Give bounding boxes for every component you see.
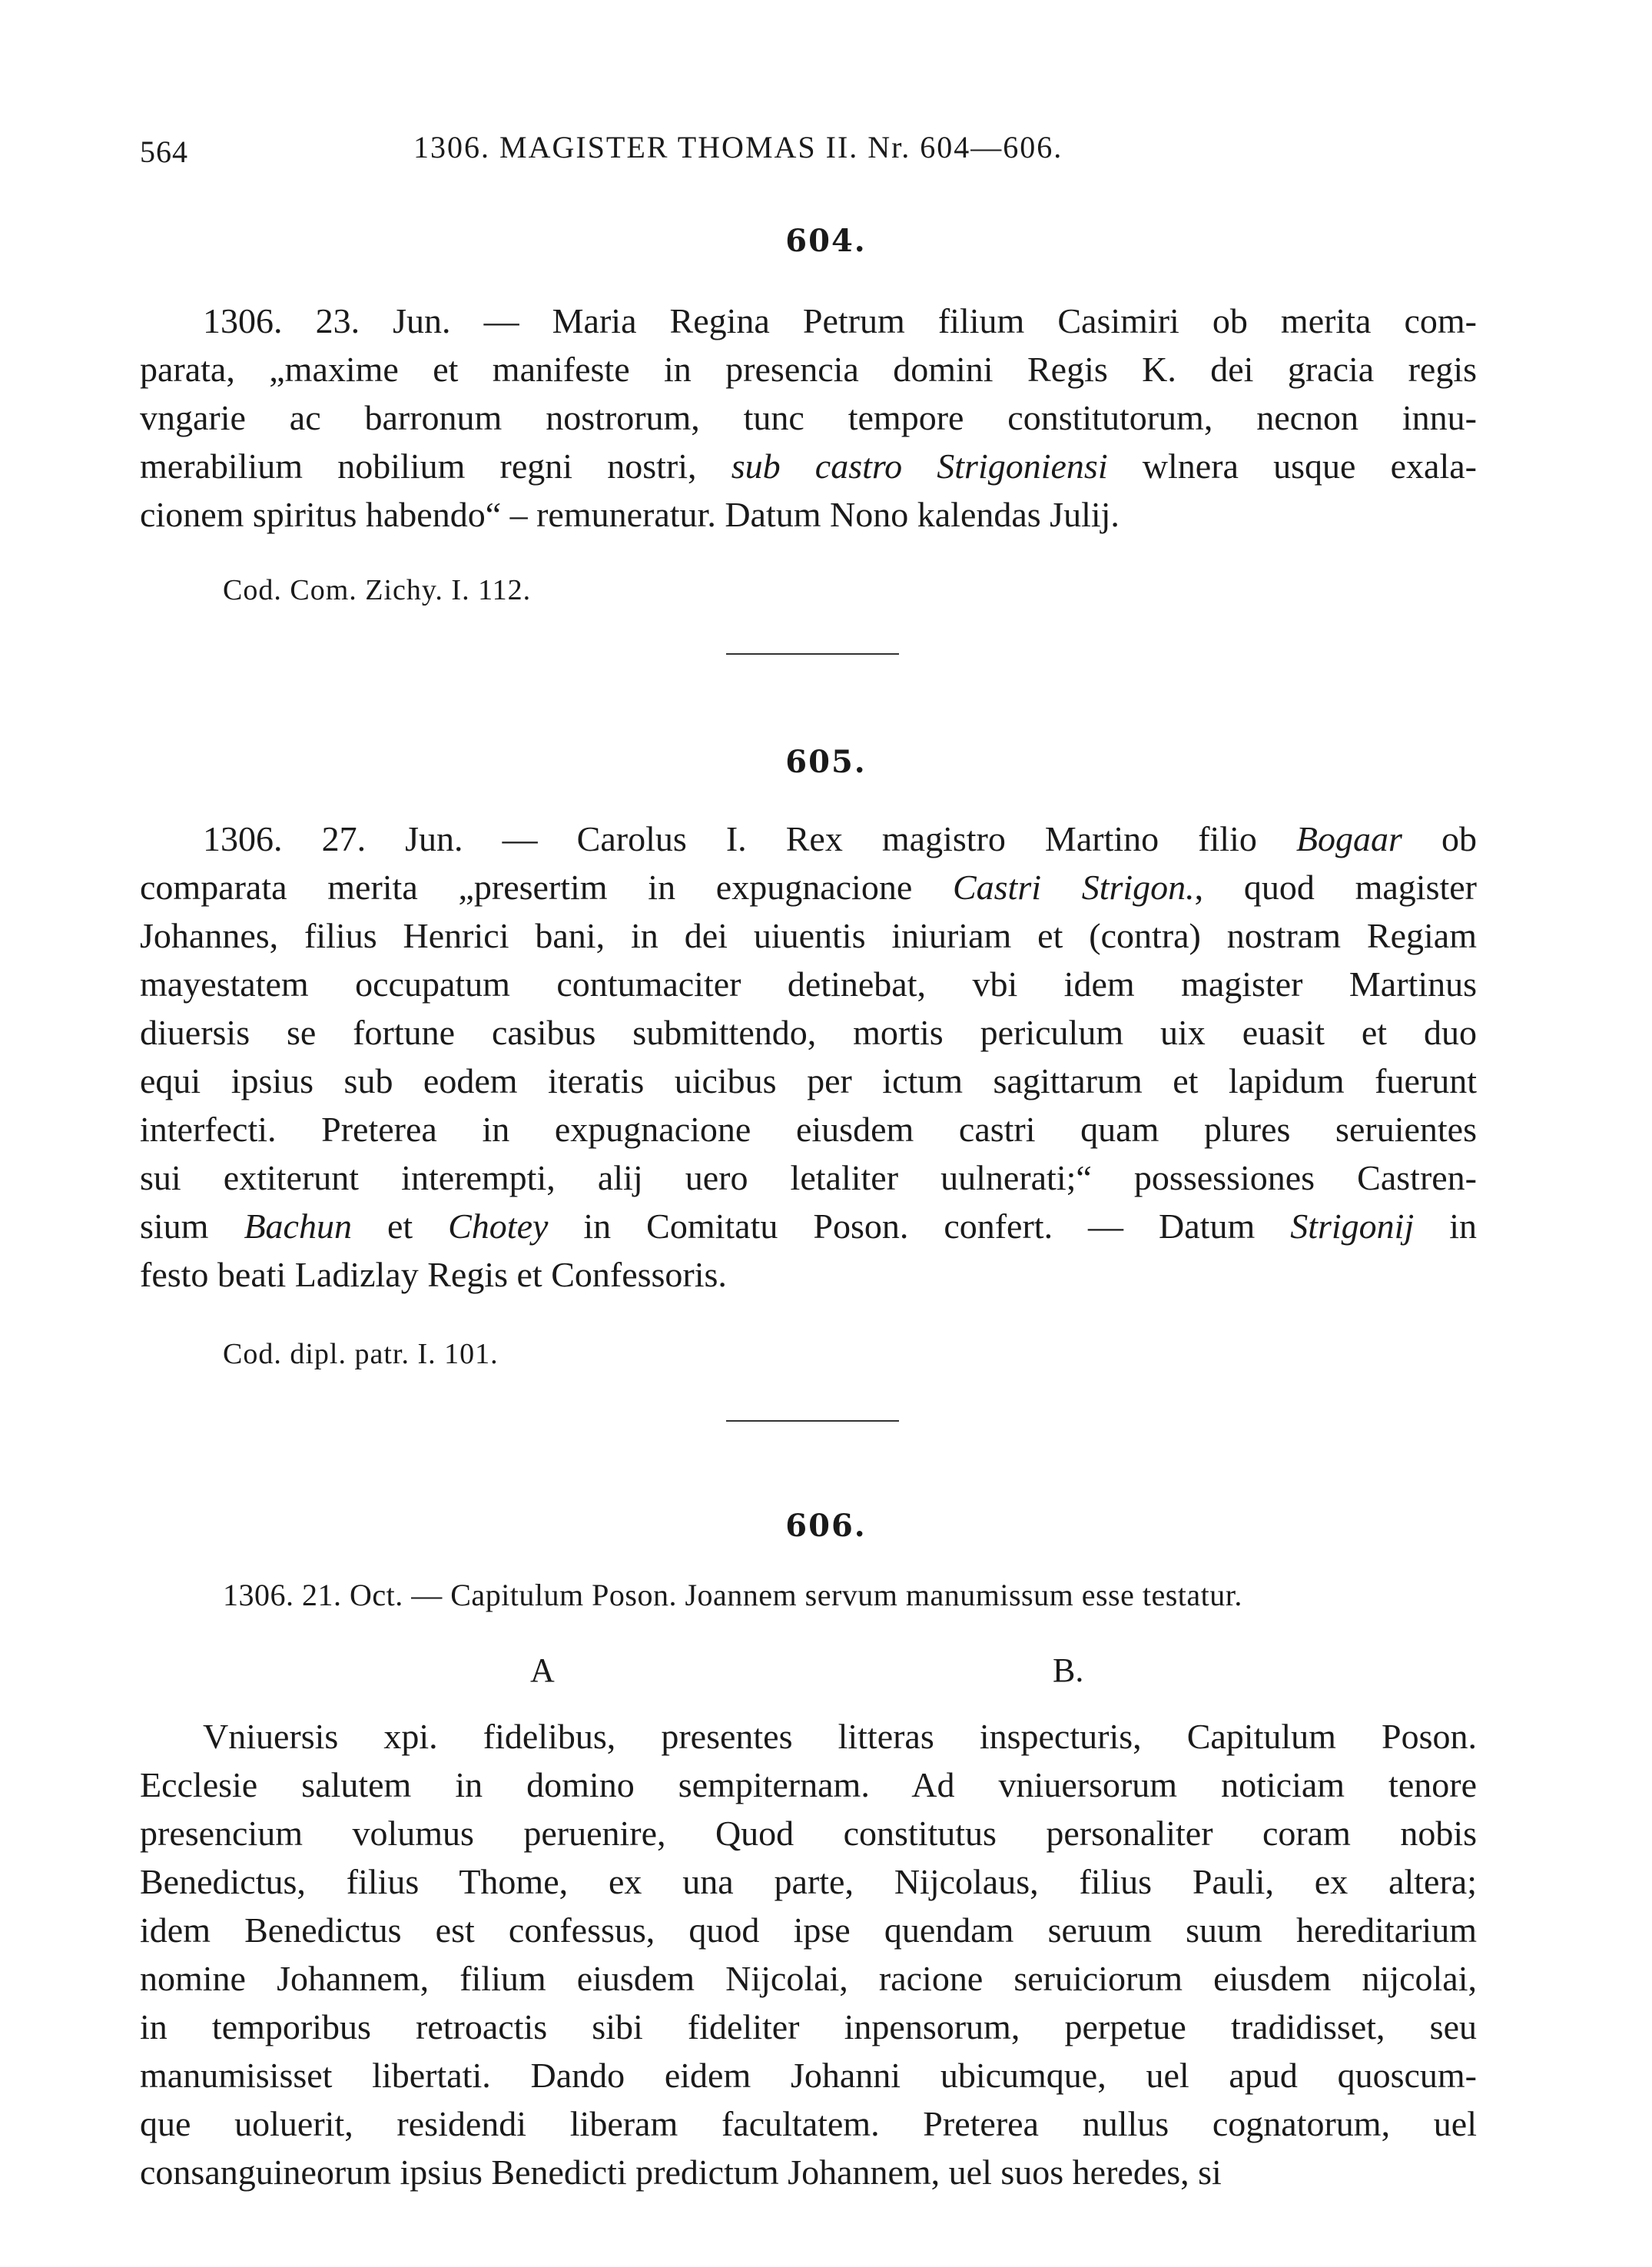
text-segment: nomine Johannem, filium eiusdem Nijcolai, racione seruiciorum eiusdem nijcolai, (140, 1959, 1477, 1998)
text-segment: Ecclesie salutem in domino sempiternam. Ad vniuersorum noticiam tenore (140, 1765, 1477, 1804)
document-number-604: 604. (785, 223, 867, 259)
italic-name: sub castro Strigoniensi (731, 446, 1108, 486)
version-label-a: A (530, 1651, 555, 1689)
text-segment: diuersis se fortune casibus submittendo, mortis periculum uix euasit et duo (140, 1013, 1477, 1052)
text-segment: , quod magister (1194, 868, 1477, 907)
italic-name: Strigonij (1290, 1207, 1415, 1246)
italic-name: Bogaar (1295, 819, 1402, 858)
italic-name: Chotey (448, 1207, 549, 1246)
page-number: 564 (140, 134, 188, 169)
text-segment: festo beati Ladizlay Regis et Confessoris. (140, 1255, 727, 1294)
text-line (140, 393, 1477, 442)
text-segment: cionem spiritus habendo“ – remuneratur. Datum Nono kalendas Julij. (140, 495, 1120, 534)
text-segment: 1306. 27. Jun. — Carolus I. Rex magistro Martino filio (203, 819, 1296, 858)
running-title: 1306. MAGISTER THOMAS II. Nr. 604—606. (413, 130, 1063, 164)
document-number-605: 605. (785, 744, 867, 780)
text-segment: in temporibus retroactis sibi fideliter inpensorum, perpetue tradidisset, seu (140, 2007, 1477, 2046)
text-line (140, 1954, 1477, 2003)
section-divider-rule (726, 653, 899, 655)
text-segment: et (351, 1207, 449, 1246)
text-segment: manumisisset libertati. Dando eidem Johanni ubicumque, uel apud quoscum- (140, 2056, 1477, 2095)
text-line (140, 1809, 1477, 1857)
text-segment: comparata merita „presertim in expugnacione (140, 868, 953, 907)
document-604-regest (140, 297, 1477, 539)
text-line (140, 297, 1477, 345)
text-segment: Benedictus, filius Thome, ex una parte, Nijcolaus, filius Pauli, ex altera; (140, 1862, 1477, 1901)
text-segment: equi ipsius sub eodem iteratis uicibus per ictum sagittarum et lapidum fuerunt (140, 1061, 1477, 1100)
text-line (140, 1202, 1477, 1250)
text-segment: vngarie ac barronum nostrorum, tunc tempore constitutorum, necnon innu- (140, 398, 1477, 437)
running-head (140, 129, 1508, 175)
version-label-b: B. (1053, 1651, 1084, 1689)
text-segment: consanguineorum ipsius Benedicti predictum Johannem, uel suos heredes, si (140, 2152, 1222, 2192)
text-line (140, 863, 1477, 911)
text-line (140, 2051, 1477, 2099)
text-segment: sium (140, 1207, 244, 1246)
text-line (140, 345, 1477, 393)
text-segment: Vniuersis xpi. fidelibus, presentes litteras inspecturis, Capitulum Poson. (203, 1717, 1477, 1756)
italic-name: Castri Strigon. (952, 868, 1195, 907)
document-number-606: 606. (785, 1508, 867, 1544)
document-606-summary: 1306. 21. Oct. — Capitulum Poson. Joannem servum manumissum esse testatur. (223, 1578, 1242, 1612)
text-segment: que uoluerit, residendi liberam facultatem. Preterea nullus cognatorum, uel (140, 2104, 1477, 2143)
text-line (140, 1153, 1477, 1202)
text-segment: wlnera usque exala- (1107, 446, 1477, 486)
text-segment: 1306. 23. Jun. — Maria Regina Petrum filium Casimiri ob merita com- (203, 301, 1477, 340)
document-605-source: Cod. dipl. patr. I. 101. (223, 1338, 499, 1370)
text-segment: in (1414, 1207, 1478, 1246)
text-line (140, 2099, 1477, 2148)
text-segment: merabilium nobilium regni nostri, (140, 446, 731, 486)
text-line (140, 2148, 1477, 2196)
text-segment: parata, „maxime et manifeste in presencia domini Regis K. dei gracia regis (140, 350, 1477, 389)
text-line (140, 1857, 1477, 1906)
text-line (140, 815, 1477, 863)
text-line (140, 911, 1477, 960)
text-line (140, 490, 1477, 539)
text-line (140, 1250, 1477, 1299)
text-line (140, 1761, 1477, 1809)
text-segment: ob (1402, 819, 1477, 858)
document-605-regest (140, 815, 1477, 1299)
text-segment: Johannes, filius Henrici bani, in dei uiuentis iniuriam et (contra) nostram Regiam (140, 916, 1477, 955)
text-segment: presencium volumus peruenire, Quod constitutus personaliter coram nobis (140, 1814, 1477, 1853)
text-line (140, 1105, 1477, 1153)
text-line (140, 442, 1477, 490)
document-604-source: Cod. Com. Zichy. I. 112. (223, 574, 532, 606)
text-line (140, 1712, 1477, 1761)
text-line (140, 1008, 1477, 1057)
italic-name: Bachun (244, 1207, 352, 1246)
text-segment: in Comitatu Poson. confert. — Datum (548, 1207, 1291, 1246)
text-segment: mayestatem occupatum contumaciter detinebat, vbi idem magister Martinus (140, 964, 1477, 1004)
text-line (140, 2003, 1477, 2051)
text-segment: sui extiterunt interempti, alij uero letaliter uulnerati;“ possessiones Castren- (140, 1158, 1477, 1197)
text-line (140, 1057, 1477, 1105)
text-line (140, 1906, 1477, 1954)
text-segment: interfecti. Preterea in expugnacione eiusdem castri quam plures seruientes (140, 1110, 1477, 1149)
text-segment: idem Benedictus est confessus, quod ipse quendam seruum suum hereditarium (140, 1910, 1477, 1950)
text-line (140, 960, 1477, 1008)
section-divider-rule (726, 1420, 899, 1422)
document-606-text (140, 1712, 1477, 2196)
